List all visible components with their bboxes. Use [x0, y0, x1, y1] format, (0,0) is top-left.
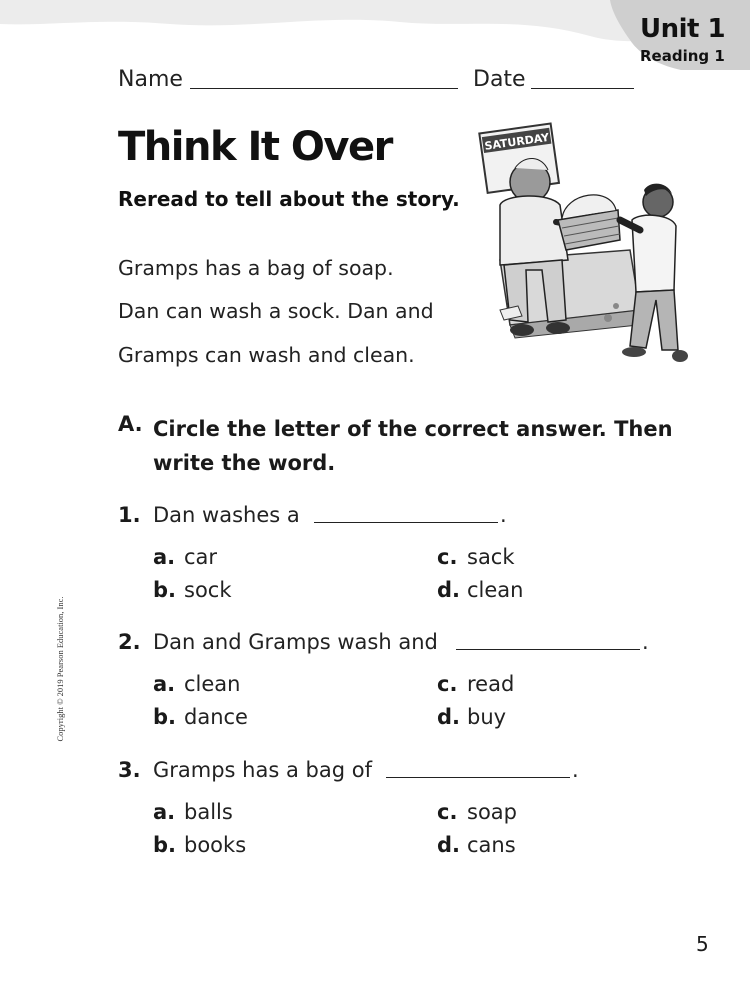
question-2-prompt: Dan and Gramps wash and [153, 630, 438, 654]
q1-option-c-text: sack [467, 545, 515, 569]
question-3-answer-line[interactable] [386, 777, 570, 778]
q1-option-a-letter[interactable]: a. [153, 545, 176, 569]
story-line-2: Dan can wash a sock. Dan and [118, 299, 434, 323]
instruction-text: Reread to tell about the story. [118, 187, 460, 211]
page-number: 5 [696, 932, 709, 956]
question-1-prompt: Dan washes a [153, 503, 300, 527]
q3-option-a-text: balls [184, 800, 233, 824]
q1-option-d-letter[interactable]: d. [437, 578, 461, 602]
q2-option-b-letter[interactable]: b. [153, 705, 177, 729]
calendar-sign-text: SATURDAY [483, 130, 550, 153]
reading-label: Reading 1 [640, 47, 725, 65]
question-2-number: 2. [118, 630, 141, 654]
question-3-prompt: Gramps has a bag of [153, 758, 372, 782]
question-1-period: . [500, 503, 507, 527]
section-a-instructions: Circle the letter of the correct answer. Then write the word. [153, 417, 673, 475]
q3-option-b-text: books [184, 833, 247, 857]
q1-option-a-text: car [184, 545, 218, 569]
story-line-3: Gramps can wash and clean. [118, 343, 415, 367]
q3-option-d-letter[interactable]: d. [437, 833, 461, 857]
q3-option-d-text: cans [467, 833, 516, 857]
q3-option-a-letter[interactable]: a. [153, 800, 176, 824]
question-1-number: 1. [118, 503, 141, 527]
question-1-answer-line[interactable] [314, 522, 498, 523]
page-title: Think It Over [118, 124, 392, 170]
q2-option-c-letter[interactable]: c. [437, 672, 458, 696]
story-illustration [470, 110, 700, 372]
q1-option-b-letter[interactable]: b. [153, 578, 177, 602]
q2-option-a-text: clean [184, 672, 241, 696]
question-3-period: . [572, 758, 579, 782]
header-wave-band [0, 0, 750, 70]
date-field[interactable] [531, 88, 634, 89]
name-field[interactable] [190, 88, 458, 89]
story-line-1: Gramps has a bag of soap. [118, 256, 394, 280]
q3-option-c-letter[interactable]: c. [437, 800, 458, 824]
copyright-notice: Copyright © 2019 Pearson Education, Inc. [55, 596, 65, 742]
q2-option-a-letter[interactable]: a. [153, 672, 176, 696]
question-2-period: . [642, 630, 649, 654]
q3-option-c-text: soap [467, 800, 517, 824]
q2-option-d-text: buy [467, 705, 507, 729]
q1-option-d-text: clean [467, 578, 524, 602]
q2-option-c-text: read [467, 672, 515, 696]
section-a-letter: A. [118, 412, 143, 436]
q2-option-d-letter[interactable]: d. [437, 705, 461, 729]
question-2-answer-line[interactable] [456, 649, 640, 650]
unit-label: Unit 1 [640, 14, 726, 44]
q2-option-b-text: dance [184, 705, 248, 729]
q1-option-c-letter[interactable]: c. [437, 545, 458, 569]
name-label: Name [118, 67, 183, 92]
q3-option-b-letter[interactable]: b. [153, 833, 177, 857]
q1-option-b-text: sock [184, 578, 232, 602]
date-label: Date [473, 67, 526, 92]
question-3-number: 3. [118, 758, 141, 782]
